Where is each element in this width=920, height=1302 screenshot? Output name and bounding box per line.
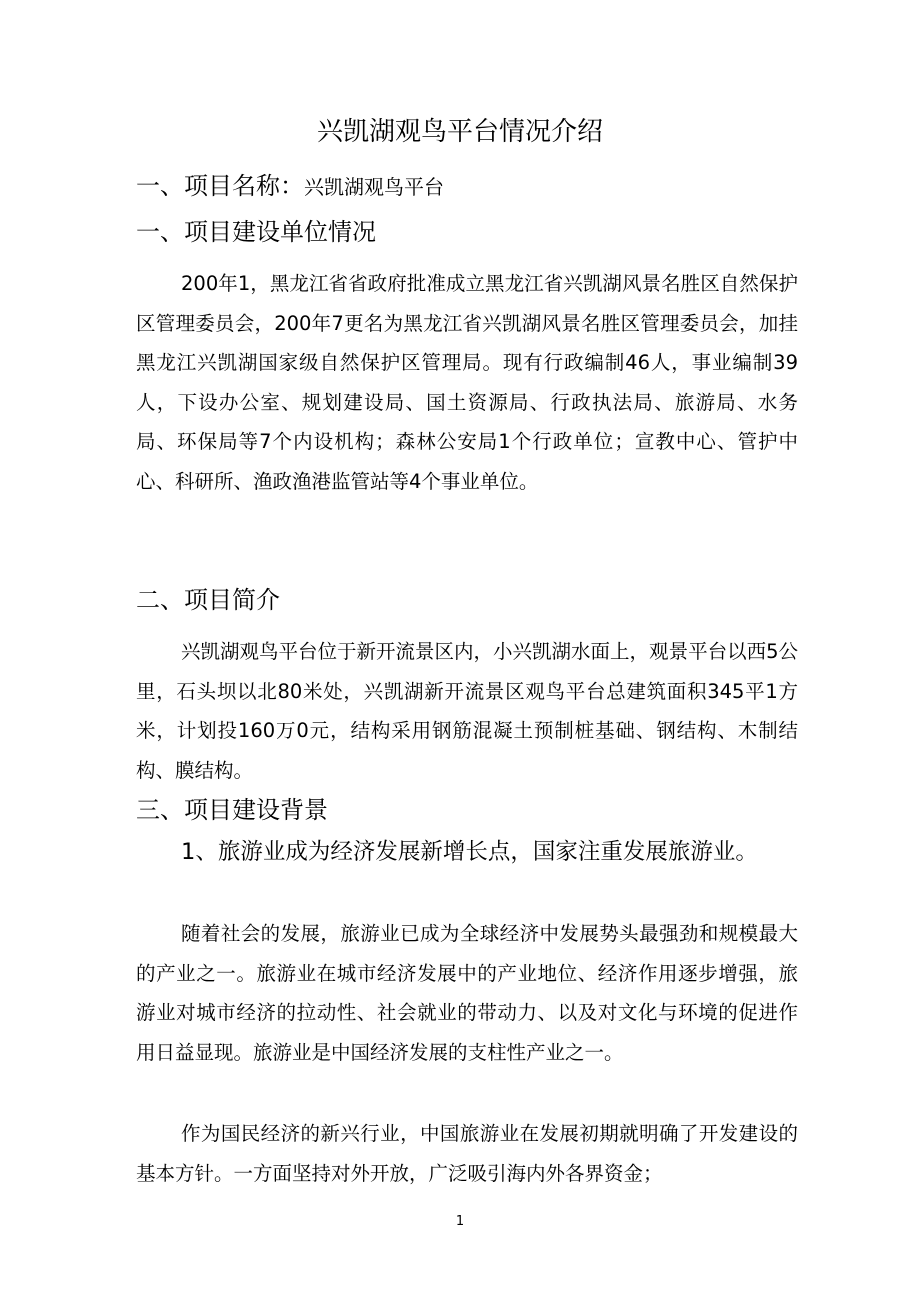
- background-heading: 三、项目建设背景: [136, 796, 328, 824]
- background-paragraph-1: 随着社会的发展，旅游业已成为全球经济中发展势头最强劲和规模最大的产业之一。旅游业在城市经济发展中的产业地位、经济作用逐步增强，旅游业对城市经济的拉动性、社会就业的带动力、以及对文化与环境的促进作用日益显现。旅游业是中国经济发展的支柱性产业之一。: [136, 922, 798, 1064]
- background-point-1: 1、旅游业成为经济发展新增长点，国家注重发展旅游业。: [181, 839, 758, 865]
- unit-heading: 一、项目建设单位情况: [136, 218, 376, 246]
- project-name-heading: [136, 166, 444, 207]
- intro-paragraph: 兴凯湖观鸟平台位于新开流景区内，小兴凯湖水面上，观景平台以西5公里，石头坝以北80米处，兴凯湖新开流景区观鸟平台总建筑面积345平1方米，计划投160万0元，结构采用钢筋混凝土预制桩基础、钢结构、木制结构、膜结构。: [136, 640, 798, 782]
- background-paragraph-2: 作为国民经济的新兴行业，中国旅游业在发展初期就明确了开发建设的基本方针。一方面坚持对外开放，广泛吸引海内外各界资金；: [136, 1122, 798, 1185]
- document-title: 兴凯湖观鸟平台情况介绍: [316, 117, 603, 147]
- project-name-label: 一、项目名称：: [136, 172, 304, 200]
- intro-heading: 二、项目简介: [136, 586, 280, 614]
- project-name-value: 兴凯湖观鸟平台: [304, 175, 444, 199]
- unit-paragraph: 200年1，黑龙江省省政府批准成立黑龙江省兴凯湖风景名胜区自然保护区管理委员会，200年7更名为黑龙江省兴凯湖风景名胜区管理委员会，加挂黑龙江兴凯湖国家级自然保护区管理局。现有行政编制46人，事业编制39人，下设办公室、规划建设局、国土资源局、行政执法局、旅游局、水务局、环保局等7个内设机构；森林公安局1个行政单位；宣教中心、管护中心、科研所、渔政渔港监管站等4个事业单位。: [136, 272, 798, 493]
- page-number: 1: [455, 1214, 465, 1229]
